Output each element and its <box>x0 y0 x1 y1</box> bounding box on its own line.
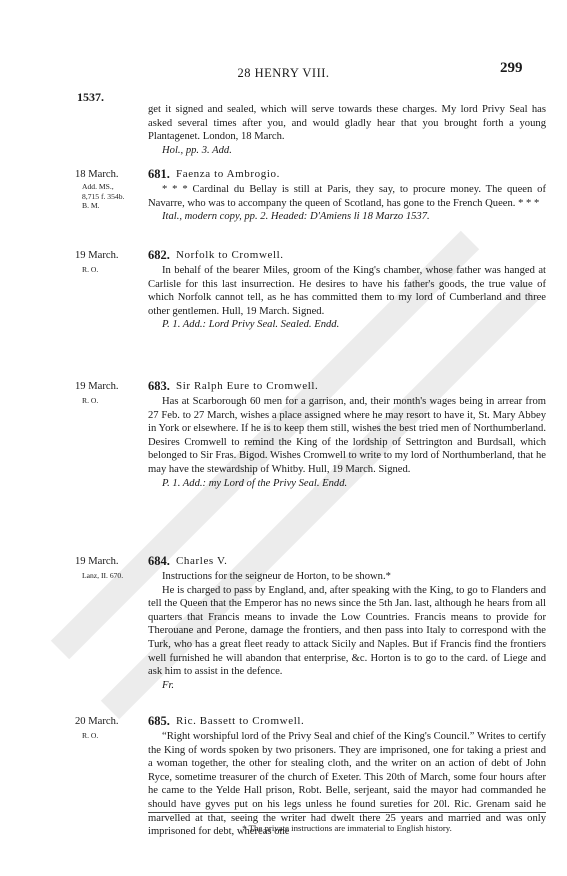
entry-date: 19 March. <box>75 381 119 392</box>
continuation-block <box>148 103 546 157</box>
running-title: 28 HENRY VIII. <box>237 66 330 80</box>
entry-number: 681. <box>148 167 170 181</box>
entry-number: 684. <box>148 554 170 568</box>
entry-heading: Ric. Bassett to Cromwell. <box>176 715 305 727</box>
entry-date: 20 March. <box>75 716 119 727</box>
entry-date: 19 March. <box>75 250 119 261</box>
entry-number: 683. <box>148 379 170 393</box>
entry-margin-ref: Add. MS., 8,715 f. 354b. B. M. <box>82 182 125 210</box>
page-number: 299 <box>500 60 523 76</box>
year-label: 1537. <box>77 90 104 104</box>
entry-margin-ref: R. O. <box>82 396 99 405</box>
continuation-text: get it signed and sealed, which will serve towards these charges. My lord Privy Seal has asked several times after you, and would gladly hear that you brought forth a young Plantagenet. London, 18 March. <box>148 104 546 143</box>
entry-heading: Norfolk to Cromwell. <box>176 249 284 261</box>
entry-margin-ref: R. O. <box>82 731 99 740</box>
entry-note: P. 1. Add.: my Lord of the Privy Seal. Endd. <box>162 477 348 489</box>
entry-number: 685. <box>148 714 170 728</box>
entry-margin-ref: R. O. <box>82 265 99 274</box>
entry-margin-ref: Lanz, II. 670. <box>82 571 124 580</box>
footnote: * The private instructions are immaterial to English history. <box>242 823 452 833</box>
entry-body: * * * Cardinal du Bellay is still at Paris, they say, to procure money. The queen of Navarre, who was to accompany the queen of Scotland, has gone to the French Queen. * * * Ital., modern copy, pp. 2. Headed: D'Amiens li 18 Marzo 1537. <box>148 184 546 223</box>
entry-body: Has at Scarborough 60 men for a garrison, and, their month's wages being in arrear from 27 Feb. to 27 March, wishes a place assigned where he may resort to have it, St. Mary Abbey in York or elsewhere. If he is to keep them still, wishes the best tried men of Northumberland. Desires Cromwell to remind the King of the lordship of Settrington and Burdsall, which belonged to Sir Fras. Bigod. Wishes Cromwell to write to my lord of Northumberland, that he may have the stewardship of Whitby. Hull, 19 March. Signed. P. 1. Add.: my Lord of the Privy Seal. Endd. <box>148 396 546 489</box>
entry-body: “Right worshipful lord of the Privy Seal and chief of the King's Council.” Writes to certify the King of words spoken by two prisoners. They are imprisoned, one for taking a priest and a woman together, the other for stealing cloth, and the writer on an action of debt of John Ryce, sometime treasurer of the church of Exeter. This 20th of March, some four hours after he came to the Yelde Hall prison, Robt. Belle, serjeant, said the mayor had commanded he should have gyves put on his legs unless he found sureties for 20l. Ric. Grenam said he marvelled at that, seeing the writer had dwelt there 25 years and married and was only imprisoned for debt, whereas one <box>148 731 546 838</box>
entry-body: Instructions for the seigneur de Horton, to be shown.* He is charged to pass by England, and, after speaking with the King, to go to Flanders and tell the Queen that the Emperor has no news since the 5th Jan. last, although he hears from all quarters that Francis means to invade the Low Countries. Francis means to provide for Therouane and Perone, damage the frontiers, and then pass into Italy to correspond with the Turk, who has a great fleet ready to attack Sicily and Naples. But if Francis find the frontiers well furnished he will abandon that enterprise, &c. Horton is to go to the card. of Liege and ask him to assist in the defence. Fr. <box>148 571 546 691</box>
entry-date: 18 March. <box>75 169 119 180</box>
entry-number: 682. <box>148 248 170 262</box>
footnote-rule <box>148 812 546 813</box>
continuation-note: Hol., pp. 3. Add. <box>162 144 232 156</box>
entry-heading: Sir Ralph Eure to Cromwell. <box>176 380 319 392</box>
entry-date: 19 March. <box>75 556 119 567</box>
entry-body: In behalf of the bearer Miles, groom of the King's chamber, whose father was hanged at Carlisle for this last insurrection. He desires to have his father's goods, the true value of which Norfolk cannot tell, as he has committed them to my lord of Cumberland and three other gentlemen. Hull, 19 March. Signed. P. 1. Add.: Lord Privy Seal. Sealed. Endd. <box>148 265 546 331</box>
entry-heading: Charles V. <box>176 555 228 567</box>
entry-note: P. 1. Add.: Lord Privy Seal. Sealed. Endd. <box>162 319 340 331</box>
entry-note: Fr. <box>162 679 175 691</box>
entry-note: Ital., modern copy, pp. 2. Headed: D'Amiens li 18 Marzo 1537. <box>162 211 430 223</box>
entry-heading: Faenza to Ambrogio. <box>176 168 280 180</box>
